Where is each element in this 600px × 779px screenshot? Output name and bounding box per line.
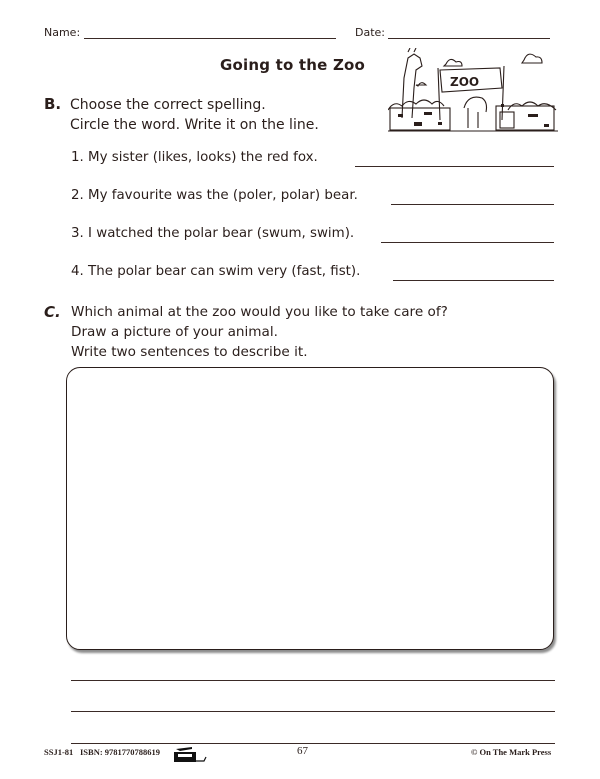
footer-isbn: ISBN: 9781770788619 (80, 747, 161, 757)
section-c-letter: C. (44, 303, 61, 321)
name-label: Name: (44, 26, 81, 39)
answer-line-1[interactable] (355, 166, 554, 167)
question-2: 2. My favourite was the (poler, polar) bear. (71, 188, 358, 203)
zoo-entrance-icon (388, 48, 558, 132)
copyright: © On The Mark Press (471, 747, 552, 757)
footer-code: SSJ1-81 (44, 747, 74, 757)
page-title: Going to the Zoo (220, 56, 366, 74)
date-field[interactable] (388, 38, 550, 39)
drawing-box[interactable] (66, 367, 554, 650)
writing-line-3[interactable] (71, 743, 555, 744)
section-c-instruction-3: Write two sentences to describe it. (71, 344, 308, 360)
date-label: Date: (355, 26, 385, 39)
section-c-instruction-2: Draw a picture of your animal. (71, 324, 278, 340)
question-1: 1. My sister (likes, looks) the red fox. (71, 150, 318, 165)
page-number: 67 (297, 745, 308, 757)
question-3: 3. I watched the polar bear (swum, swim). (71, 226, 355, 241)
writing-line-2[interactable] (71, 711, 555, 712)
section-b-letter: B. (44, 95, 62, 113)
name-field[interactable] (84, 38, 336, 39)
answer-line-3[interactable] (381, 242, 554, 243)
section-c-instruction-1: Which animal at the zoo would you like to take care of? (71, 304, 448, 320)
answer-line-4[interactable] (393, 280, 554, 281)
photocopier-icon (172, 747, 208, 763)
answer-line-2[interactable] (391, 204, 554, 205)
writing-line-1[interactable] (71, 680, 555, 681)
zoo-sign-text: ZOO (450, 75, 480, 89)
section-b-instruction-1: Choose the correct spelling. (70, 97, 266, 113)
zoo-illustration (388, 48, 558, 132)
section-b-instruction-2: Circle the word. Write it on the line. (70, 117, 319, 133)
question-4: 4. The polar bear can swim very (fast, fist). (71, 264, 361, 279)
